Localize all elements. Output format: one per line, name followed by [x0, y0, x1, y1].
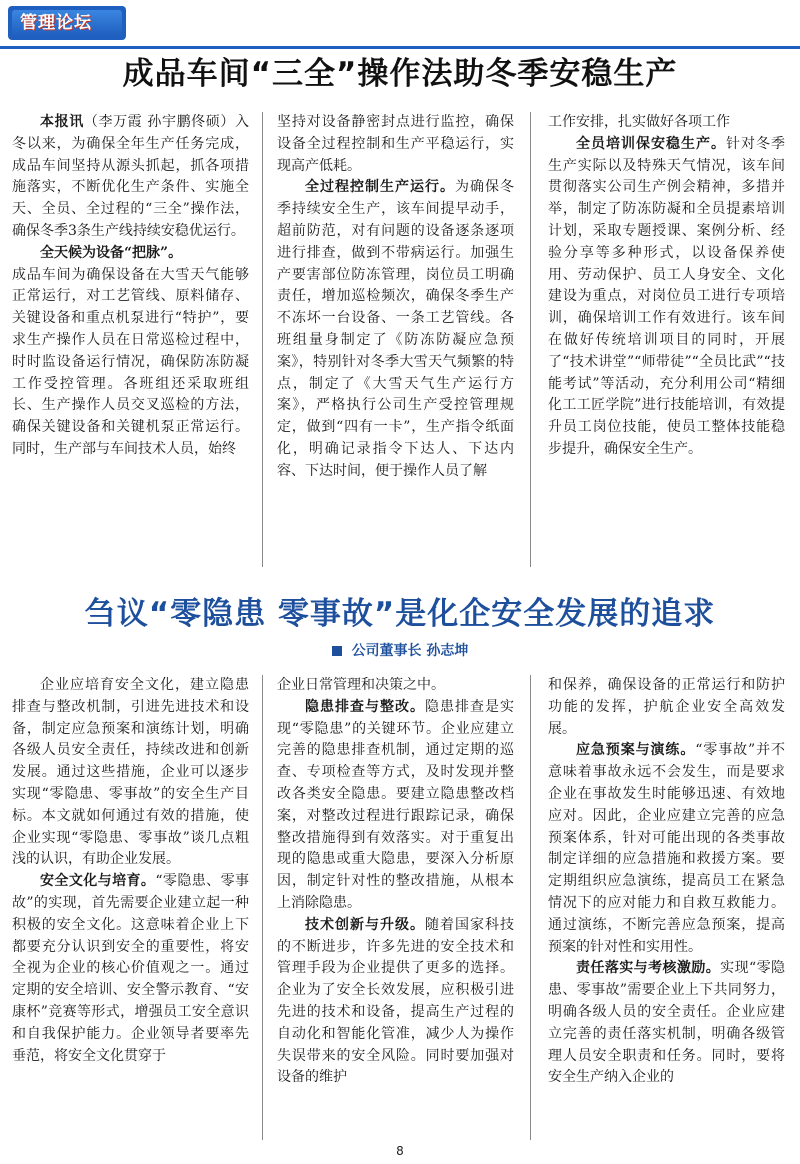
article1-subheading: 全天候为设备“把脉”。	[40, 244, 183, 261]
article1-paragraph: （李万霞 孙宇鹏佟硕）入冬以来，为确保全年生产任务完成，成品车间坚持从源头抓起，抓各项措施落实，不断优化生产条件、实施全天、全员、全过程的“三全”操作法，确保冬季3条生产线持续安稳优运行。	[12, 114, 250, 239]
section-tag-label: 管理论坛	[12, 10, 122, 36]
article2-byline	[0, 640, 800, 660]
article1-title: 成品车间“三全”操作法助冬季安稳生产	[122, 56, 678, 92]
article1-subheading: 全过程控制生产运行。	[305, 179, 455, 196]
article2-paragraph: 和保养，确保设备的正常运行和防护功能的发挥，护航企业安全高效发展。	[548, 677, 785, 737]
article2-paragraph: “零事故”并不意味着事故永远不会发生，而是要求企业在事故发生时能够迅速、有效地应对。因此，企业应建立完善的应急预案体系，针对可能出现的各类事故制定详细的应急措施和救援方案。要定期组织应急演练，提高员工在紧急情况下的应对能力和自救互救能力。通过演练，不断完善应急预案，提高预案的针对性和实用性。	[548, 742, 785, 955]
article2-subheading: 隐患排查与整改。	[305, 698, 425, 715]
article2-subheading: 技术创新与升级。	[305, 916, 425, 933]
column-divider	[530, 675, 531, 1140]
column-divider	[530, 112, 531, 567]
article1-column-3	[548, 112, 785, 461]
article2-title: 刍议“零隐患 零事故”是化企安全发展的追求	[84, 596, 716, 632]
article1-paragraph: 针对冬季生产实际以及特殊天气情况，该车间贯彻落实公司生产例会精神，多措并举，制定了防冻防凝和全员提素培训计划，采取专题授课、案例分析、经验分享等多种形式，以设备保养使用、劳动保护、员工人身安全、文化建设为重点，对岗位员工进行专项培训，确保培训工作有效进行。该车间在做好传统培训项目的同时，开展了“技术讲堂”“师带徒”“全员比武”“技能考试”等活动，充分利用公司“精细化工工匠学院”进行技能培训，有效提升员工岗位技能，使员工整体技能稳步提升，确保安全生产。	[548, 135, 785, 457]
article1-paragraph: 为确保冬季持续安全生产，该车间提早动手，超前防范，对有问题的设备逐条逐项进行排查，做到不带病运行。加强生产要害部位防冻管理，岗位员工明确责任，增加巡检频次，确保冬季生产不冻坏一台设备、一条工艺管线。各班组量身制定了《防冻防凝应急预案》，特别针对冬季大雪天气频繁的特点，制定了《大雪天气生产运行方案》，严格执行公司生产受控管理规定，做到“四有一卡”，生产指令纸面化，明确记录指令下达人、下达内容、下达时间，便于操作人员了解	[277, 179, 514, 479]
section-tag	[8, 6, 126, 40]
article2-subheading: 应急预案与演练。	[576, 742, 696, 759]
article1-paragraph: 工作安排，扎实做好各项工作	[548, 114, 730, 130]
column-divider	[262, 675, 263, 1140]
article1-lead-label: 本报讯	[40, 114, 84, 130]
article2-column-1	[12, 675, 249, 1067]
article2-paragraph: 企业日常管理和决策之中。	[277, 677, 445, 693]
article1-paragraph: 成品车间为确保设备在大雪天气能够正常运行，对工艺管线、原料储存、关键设备和重点机泵进行“特护”，要求生产操作人员在日常巡检过程中，时时监设备运行情况，确保防冻防凝工作受控管理。各班组还采取班组长、生产操作人员交叉巡检的方法，确保关键设备和关键机泵正常运行。同时，生产部与车间技术人员，始终	[12, 266, 249, 457]
article2-subheading: 责任落实与考核激励。	[576, 960, 721, 977]
article2-paragraph: 隐患排查是实现“零隐患”的关键环节。企业应建立完善的隐患排查机制，通过定期的巡查、专项检查等方式，及时发现并整改各类安全隐患。要建立隐患整改档案，对整改过程进行跟踪记录，确保整改措施得到有效落实。对于重复出现的隐患或重大隐患，要深入分析原因，制定针对性的整改措施，从根本上消除隐患。	[277, 698, 514, 911]
square-bullet-icon	[332, 646, 342, 656]
page-number: 8	[396, 1144, 404, 1158]
article2-paragraph: 随着国家科技的不断进步，许多先进的安全技术和管理手段为企业提供了更多的选择。企业为了安全长效发展，应积极引进先进的技术和设备，提高生产过程的自动化和智能化管准，减少人为操作失误带来的安全风险。同时要加强对设备的维护	[277, 916, 514, 1086]
article1-paragraph: 坚持对设备静密封点进行监控，确保设备全过程控制和生产平稳运行，实现高产低耗。	[277, 114, 514, 174]
article2-column-2	[277, 675, 514, 1089]
article1-column-2	[277, 112, 514, 483]
article2-column-3	[548, 675, 785, 1089]
article2-paragraph: 实现“零隐患、零事故”需要企业上下共同努力，明确各级人员的安全责任。企业应建立完善的责任落实机制，明确各级管理人员安全职责和任务。同时，要将安全生产纳入企业的	[548, 960, 785, 1086]
author-name: 公司董事长 孙志坤	[351, 643, 469, 659]
article2-subheading: 安全文化与培育。	[40, 873, 156, 890]
article1-column-1	[12, 112, 249, 461]
column-divider	[262, 112, 263, 567]
article2-paragraph: “零隐患、零事故”的实现，首先需要企业建立起一种积极的安全文化。这意味着企业上下都要充分认识到安全的重要性，将安全视为企业的核心价值观之一。通过定期的安全培训、安全警示教育、“安康杯”竞赛等形式，增强员工安全意识和自我保护能力。企业领导者要率先垂范，将安全文化贯穿于	[12, 873, 249, 1064]
article1-subheading: 全员培训保安稳生产。	[576, 135, 726, 152]
article2-paragraph: 企业应培育安全文化，建立隐患排查与整改机制，引进先进技术和设备，制定应急预案和演练计划，明确各级人员安全责任，持续改进和创新发展。通过这些措施，企业可以逐步实现“零隐患、零事故”的安全生产目标。本文就如何通过有效的措施，使企业实现“零隐患、零事故”谈几点粗浅的认识，有助企业发展。	[12, 677, 249, 868]
